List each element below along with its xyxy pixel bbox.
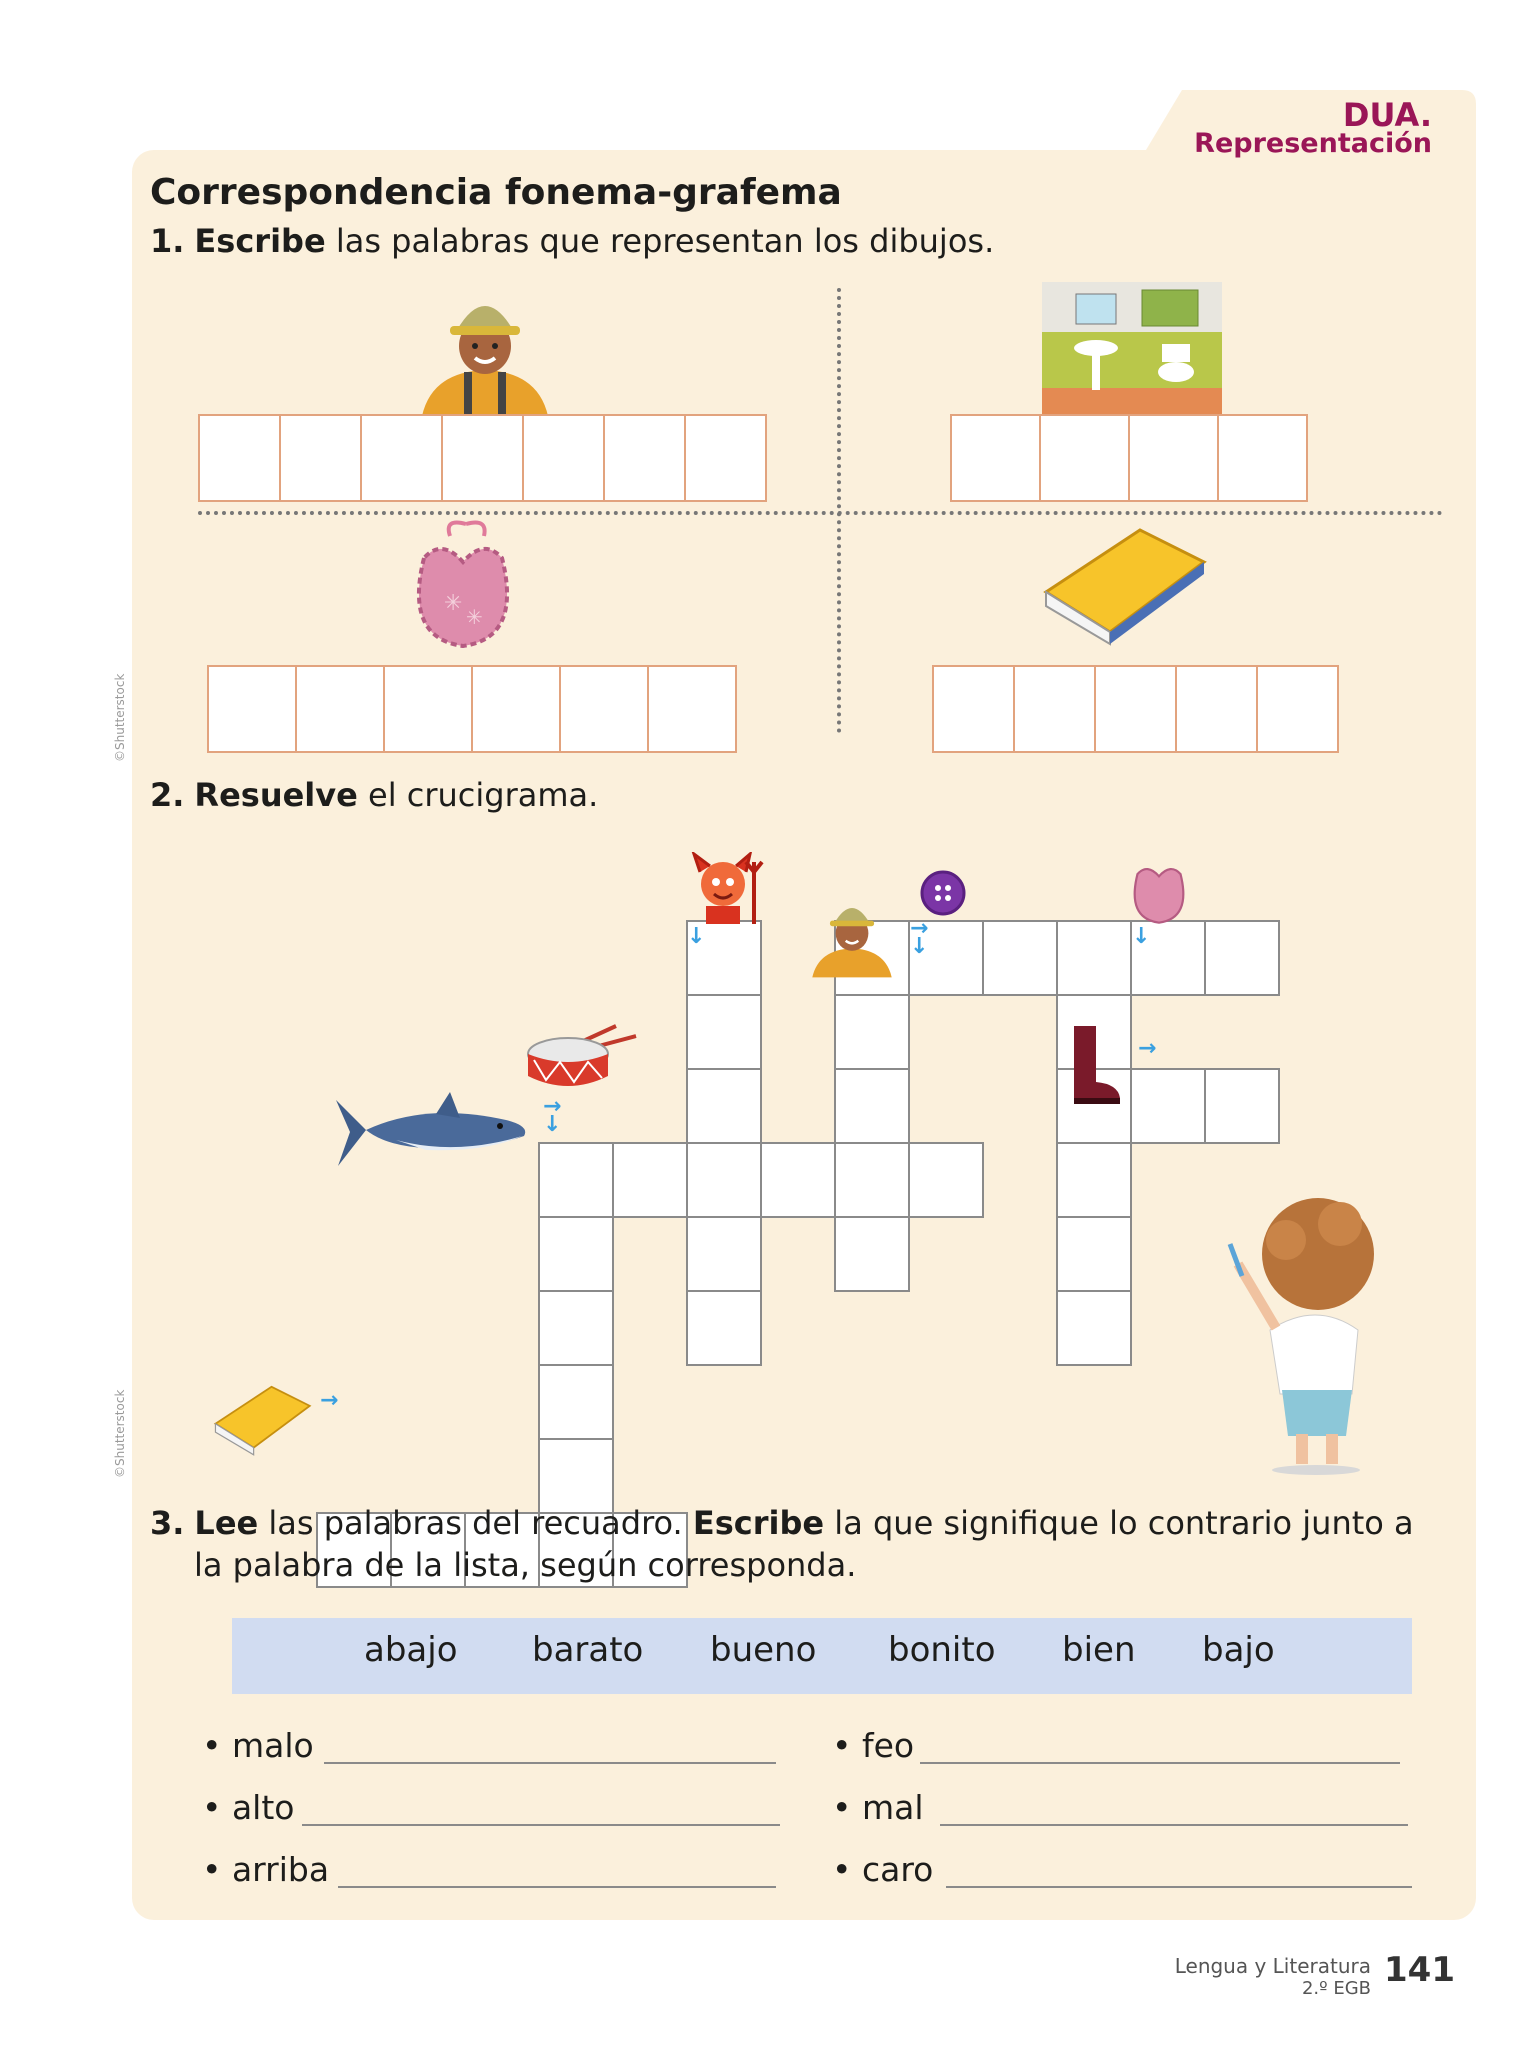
letter-box[interactable] [198, 414, 281, 502]
letter-box[interactable] [1217, 414, 1308, 502]
list-item-feo: • feo [832, 1726, 915, 1765]
exercise2-number: 2. [150, 776, 185, 814]
exercise3-instruction [150, 1504, 1414, 1542]
exercise3-text-mid: las palabras del recuadro. [258, 1504, 693, 1542]
crossword-cell[interactable] [686, 1216, 762, 1292]
exercise3-text-rest: la que signifique lo contrario junto a [824, 1504, 1414, 1542]
exercise1-text: las palabras que representan los dibujos. [325, 222, 995, 260]
crossword-cell[interactable] [1056, 1216, 1132, 1292]
letter-box[interactable] [360, 414, 443, 502]
image-credit: ©Shutterstock [113, 673, 127, 762]
answer-line[interactable] [940, 1824, 1408, 1826]
bib-icon [1126, 852, 1192, 926]
crossword-cell[interactable] [760, 1142, 836, 1218]
list-item-arriba: • arriba [202, 1850, 330, 1889]
crossword-cell[interactable] [538, 1142, 614, 1218]
word-bank-item: bonito [888, 1630, 996, 1670]
firefighter-icon [412, 288, 558, 416]
letter-box[interactable] [950, 414, 1041, 502]
crossword-cell[interactable] [686, 994, 762, 1070]
word-bank [232, 1618, 1412, 1694]
crossword-cell[interactable] [1056, 1290, 1132, 1366]
answer-line[interactable] [338, 1886, 776, 1888]
exercise1-number: 1. [150, 222, 185, 260]
exercise2-verb: Resuelve [194, 776, 358, 814]
letter-box[interactable] [295, 665, 385, 753]
list-item-malo: • malo [202, 1726, 314, 1765]
word-bank-item: abajo [364, 1630, 458, 1670]
crossword-cell[interactable] [834, 994, 910, 1070]
dua-subtitle: Representación [1194, 128, 1432, 159]
letter-box[interactable] [647, 665, 737, 753]
svg-text:✳: ✳ [466, 605, 483, 629]
dua-title: DUA. [1342, 96, 1432, 134]
exercise3-verb-lee: Lee [194, 1504, 259, 1542]
crossword-cell[interactable] [538, 1216, 614, 1292]
child-icon [1220, 1180, 1396, 1476]
letter-box[interactable] [684, 414, 767, 502]
answer-line[interactable] [946, 1886, 1412, 1888]
footer-grade: 2.º EGB [1301, 1978, 1371, 1999]
arrow-down-icon: ↓ [543, 1112, 562, 1137]
arrow-down-icon: ↓ [687, 924, 706, 949]
crossword-cell[interactable] [686, 1068, 762, 1144]
answer-line[interactable] [324, 1762, 776, 1764]
exercise3-verb-escribe: Escribe [692, 1504, 825, 1542]
letter-box[interactable] [471, 665, 561, 753]
button-icon [920, 870, 966, 916]
exercise1-instruction [150, 222, 994, 260]
crossword-cell[interactable] [834, 1068, 910, 1144]
crossword-cell[interactable] [1056, 1142, 1132, 1218]
crossword-cell[interactable] [538, 1364, 614, 1440]
boot-icon [1066, 1024, 1122, 1104]
letter-box[interactable] [1094, 665, 1177, 753]
letter-box[interactable] [1175, 665, 1258, 753]
letter-box[interactable] [441, 414, 524, 502]
list-item-caro: • caro [832, 1850, 934, 1889]
arrow-right-icon: → [1138, 1036, 1157, 1061]
section-title: Correspondencia fonema-grafema [150, 172, 842, 213]
crossword-cell[interactable] [1204, 1068, 1280, 1144]
word-bank-item: bueno [710, 1630, 817, 1670]
crossword-cell[interactable] [982, 920, 1058, 996]
word-bank-item: bien [1062, 1630, 1136, 1670]
crossword-cell[interactable] [908, 1142, 984, 1218]
svg-text:✳: ✳ [444, 591, 463, 616]
letter-box[interactable] [559, 665, 649, 753]
exercise2-instruction [150, 776, 598, 814]
word-bank-item: barato [532, 1630, 644, 1670]
letter-box[interactable] [383, 665, 473, 753]
letter-box[interactable] [1128, 414, 1219, 502]
letter-box[interactable] [522, 414, 605, 502]
arrow-right-icon: → [320, 1388, 339, 1413]
crossword-cell[interactable] [612, 1142, 688, 1218]
exercise2-text: el crucigrama. [357, 776, 599, 814]
arrow-down-icon: ↓ [1132, 924, 1151, 949]
drum-icon [524, 1024, 640, 1096]
arrow-right-icon: → [910, 916, 929, 941]
letter-box[interactable] [1013, 665, 1096, 753]
book-icon [1040, 522, 1208, 646]
letter-box[interactable] [279, 414, 362, 502]
letter-box[interactable] [932, 665, 1015, 753]
shark-icon [336, 1090, 530, 1170]
word-bank-item: bajo [1202, 1630, 1275, 1670]
letter-box[interactable] [1256, 665, 1339, 753]
crossword-cell[interactable] [1204, 920, 1280, 996]
letter-box[interactable] [1039, 414, 1130, 502]
letter-box[interactable] [603, 414, 686, 502]
crossword-cell[interactable] [834, 1142, 910, 1218]
answer-line[interactable] [920, 1762, 1400, 1764]
answer-line[interactable] [302, 1824, 780, 1826]
crossword-cell[interactable] [686, 1142, 762, 1218]
letter-box[interactable] [207, 665, 297, 753]
crossword-cell[interactable] [686, 1290, 762, 1366]
crossword-cell[interactable] [538, 1438, 614, 1514]
crossword-cell[interactable] [1056, 920, 1132, 996]
horizontal-divider [198, 511, 1443, 515]
exercise1-verb: Escribe [194, 222, 326, 260]
exercise3-number: 3. [150, 1504, 185, 1542]
page-number: 141 [1384, 1950, 1455, 1990]
firefighter-icon [806, 894, 898, 980]
arrow-right-icon: → [543, 1094, 562, 1119]
crossword-cell[interactable] [834, 1216, 910, 1292]
image-credit: ©Shutterstock [113, 1389, 127, 1478]
crossword-cell[interactable] [1130, 1068, 1206, 1144]
footer-subject: Lengua y Literatura [1174, 1954, 1371, 1978]
bathroom-icon [1042, 282, 1222, 414]
bib-icon [404, 518, 522, 652]
devil-icon [680, 852, 770, 924]
book-icon [210, 1382, 314, 1456]
list-item-mal: • mal [832, 1788, 924, 1827]
exercise3-instruction-line2: la palabra de la lista, según corresponda. [194, 1546, 857, 1584]
arrow-down-icon: ↓ [910, 934, 929, 959]
list-item-alto: • alto [202, 1788, 295, 1827]
crossword-cell[interactable] [538, 1290, 614, 1366]
